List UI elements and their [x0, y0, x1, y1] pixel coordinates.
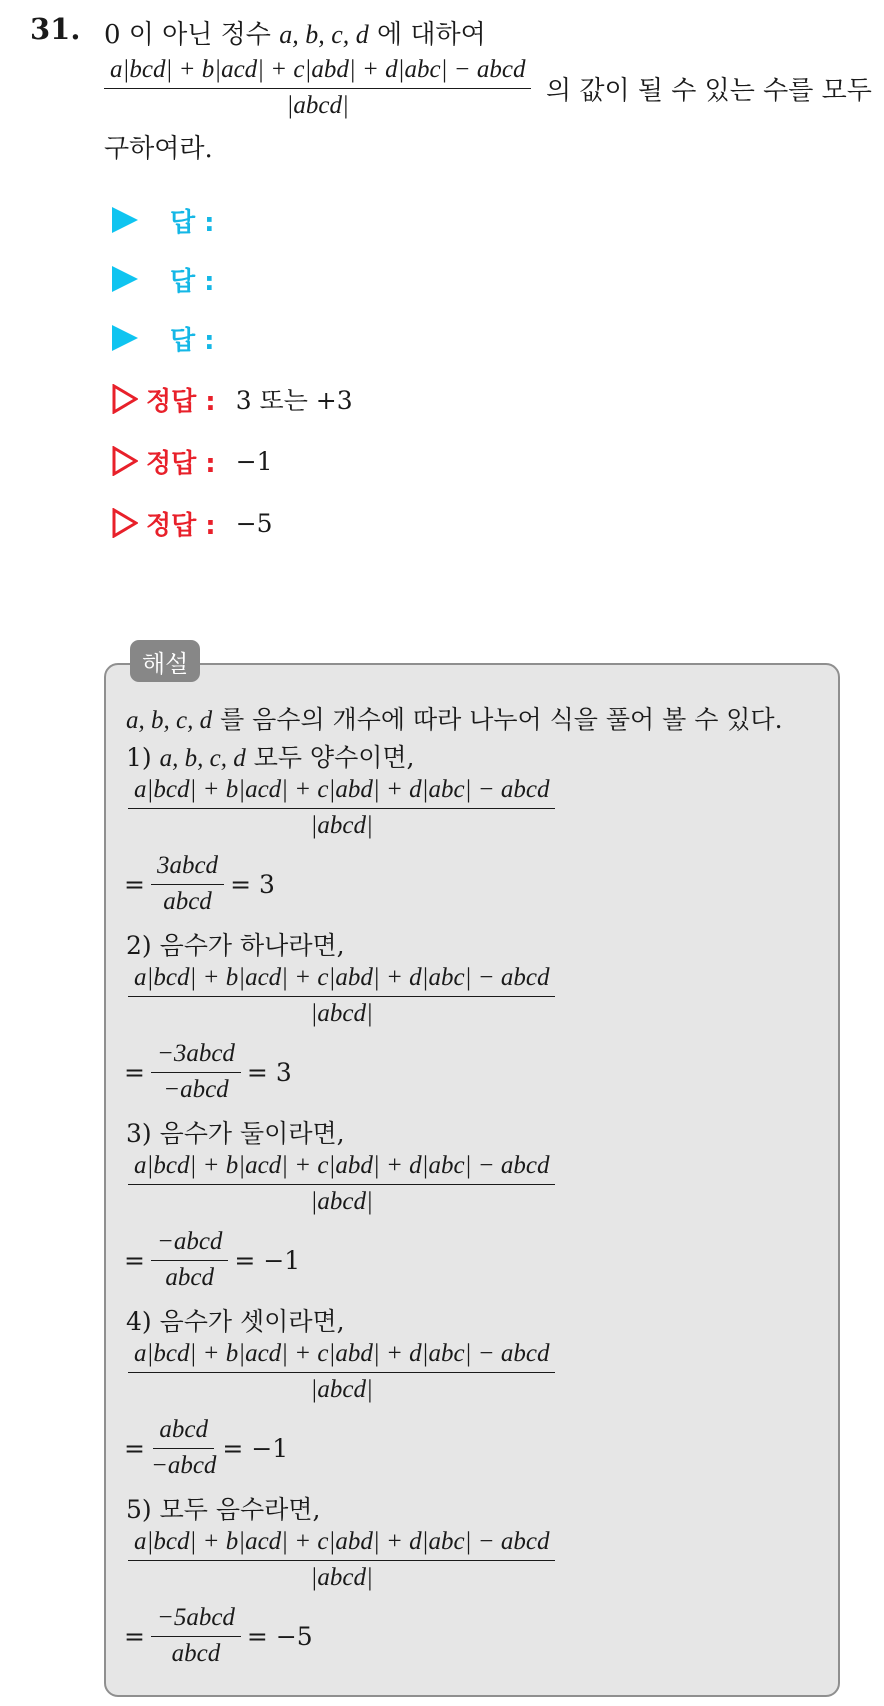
equals-sign: =: [246, 1621, 268, 1651]
correct-value: −1: [235, 446, 273, 476]
case-text: 음수가 하나라면,: [159, 931, 345, 960]
case-1-result: [124, 852, 275, 916]
expression-denominator: |abcd|: [310, 812, 373, 839]
answer-blank-2[interactable]: [112, 262, 215, 296]
expression-denominator: |abcd|: [310, 1376, 373, 1403]
play-icon: [112, 207, 138, 233]
correct-value: 3 또는 +3: [235, 386, 353, 415]
case-number: 1): [126, 743, 152, 772]
correct-answer-2: [112, 444, 273, 478]
case-number: 2): [126, 931, 152, 960]
play-icon: [112, 266, 138, 292]
question-line-3: 구하여라.: [104, 134, 213, 164]
case-number: 5): [126, 1495, 152, 1524]
outline-play-icon: [112, 508, 138, 538]
result-numerator: 3abcd: [151, 852, 224, 885]
expression-numerator: a|bcd| + b|acd| + c|abd| + d|abc| − abcd: [128, 1528, 555, 1561]
question-expression: [104, 56, 531, 120]
solution-intro-vars: a, b, c, d: [126, 707, 213, 734]
answer-label: 답 :: [170, 266, 215, 297]
correct-label: 정답 :: [146, 510, 216, 541]
result-numerator: abcd: [153, 1416, 214, 1449]
equals-sign: =: [234, 1245, 256, 1275]
correct-answer-3: [112, 506, 273, 540]
expression-numerator: a|bcd| + b|acd| + c|abd| + d|abc| − abcd: [128, 1340, 555, 1373]
result-denominator: abcd: [163, 888, 212, 915]
equals-sign: =: [230, 869, 252, 899]
result-value: −1: [251, 1433, 289, 1463]
case-number: 4): [126, 1307, 152, 1336]
case-5-result: [124, 1604, 313, 1668]
solution-tab: 해설: [130, 640, 200, 682]
solution-intro-text: 를 음수의 개수에 따라 나누어 식을 풀어 볼 수 있다.: [220, 705, 783, 734]
outline-play-icon: [112, 384, 138, 414]
result-denominator: −abcd: [150, 1452, 217, 1479]
case-1-expression: [128, 776, 555, 840]
correct-label: 정답 :: [146, 386, 216, 417]
answer-label: 답 :: [170, 325, 215, 356]
question-vars: a, b, c, d: [279, 20, 369, 49]
case-5-expression: [128, 1528, 555, 1592]
case-4-result: [124, 1416, 288, 1480]
question-line-2-suffix: 의 값이 될 수 있는 수를 모두: [546, 76, 872, 106]
equals-sign: =: [246, 1057, 268, 1087]
answer-blank-3[interactable]: [112, 321, 215, 355]
equals-sign: =: [124, 1433, 145, 1463]
play-icon: [112, 325, 138, 351]
expression-numerator: a|bcd| + b|acd| + c|abd| + d|abc| − abcd: [128, 1152, 555, 1185]
case-2-expression: [128, 964, 555, 1028]
case-4-heading: [126, 1302, 345, 1338]
question-line-1: [104, 14, 486, 51]
equals-sign: =: [222, 1433, 244, 1463]
equals-sign: =: [124, 1057, 145, 1087]
question-expression-denominator: |abcd|: [286, 92, 349, 119]
case-2-result: [124, 1040, 292, 1104]
case-4-expression: [128, 1340, 555, 1404]
result-numerator: −abcd: [151, 1228, 228, 1261]
result-numerator: −5abcd: [151, 1604, 241, 1637]
equals-sign: =: [124, 1621, 145, 1651]
expression-denominator: |abcd|: [310, 1188, 373, 1215]
equals-sign: =: [124, 869, 145, 899]
solution-intro: [126, 700, 783, 736]
case-3-heading: [126, 1114, 345, 1150]
question-suffix: 에 대하여: [377, 20, 486, 50]
answer-label: 답 :: [170, 207, 215, 238]
case-5-heading: [126, 1490, 320, 1526]
question-prefix: 0 이 아닌 정수: [104, 20, 271, 50]
case-text: 음수가 둘이라면,: [159, 1119, 345, 1148]
correct-value: −5: [235, 508, 273, 538]
case-3-expression: [128, 1152, 555, 1216]
case-text: 모두 음수라면,: [159, 1495, 321, 1524]
correct-label: 정답 :: [146, 448, 216, 479]
expression-denominator: |abcd|: [310, 1564, 373, 1591]
result-denominator: abcd: [165, 1264, 214, 1291]
result-numerator: −3abcd: [151, 1040, 241, 1073]
case-2-heading: [126, 926, 345, 962]
result-value: 3: [275, 1057, 292, 1087]
case-vars: a, b, c, d: [159, 745, 246, 772]
case-3-result: [124, 1228, 300, 1292]
case-number: 3): [126, 1119, 152, 1148]
result-value: −1: [263, 1245, 301, 1275]
outline-play-icon: [112, 446, 138, 476]
correct-answer-1: [112, 382, 353, 416]
question-number: 31.: [30, 12, 81, 46]
expression-numerator: a|bcd| + b|acd| + c|abd| + d|abc| − abcd: [128, 964, 555, 997]
case-1-heading: [126, 738, 414, 774]
answer-blank-1[interactable]: [112, 203, 215, 237]
expression-numerator: a|bcd| + b|acd| + c|abd| + d|abc| − abcd: [128, 776, 555, 809]
result-denominator: abcd: [171, 1640, 221, 1667]
result-value: −5: [275, 1621, 313, 1651]
case-text: 모두 양수이면,: [253, 743, 415, 772]
equals-sign: =: [124, 1245, 145, 1275]
result-value: 3: [258, 869, 275, 899]
question-expression-numerator: a|bcd| + b|acd| + c|abd| + d|abc| − abcd: [104, 56, 531, 89]
result-denominator: −abcd: [163, 1076, 229, 1103]
case-text: 음수가 셋이라면,: [159, 1307, 345, 1336]
expression-denominator: |abcd|: [310, 1000, 373, 1027]
